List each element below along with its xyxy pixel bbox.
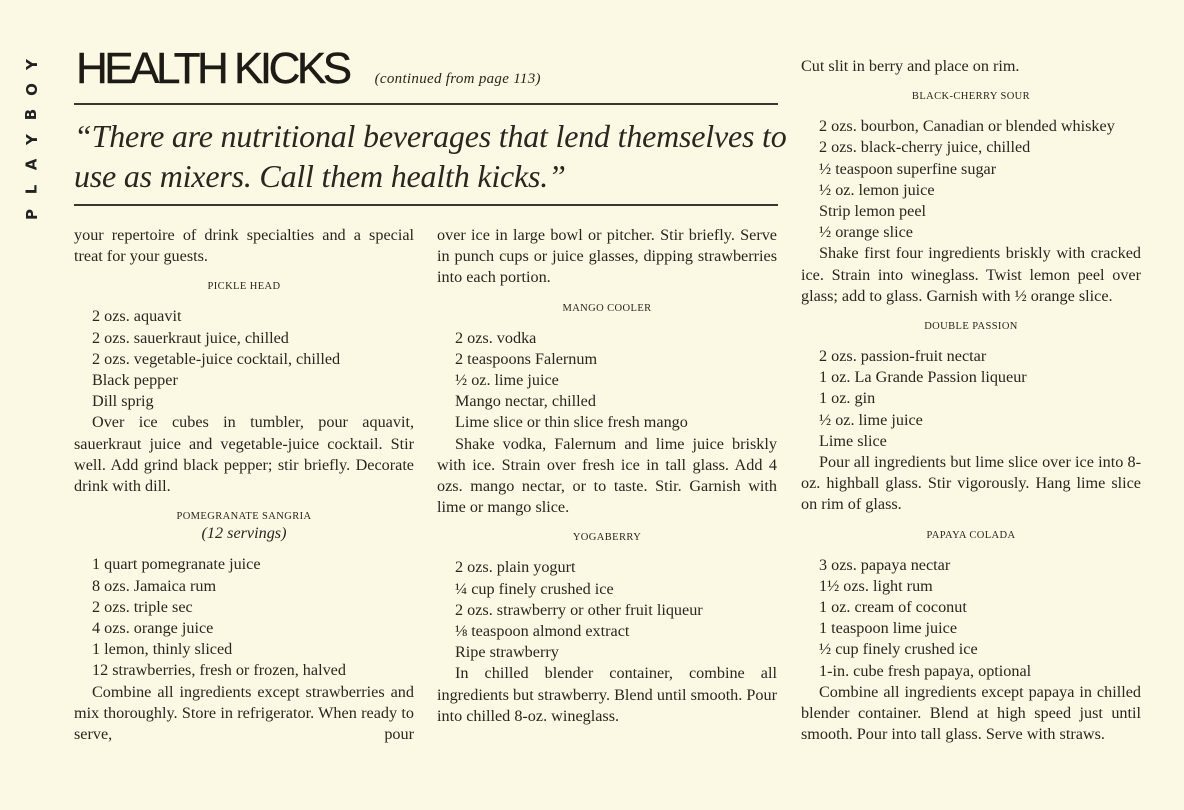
ingredient: Lime slice or thin slice fresh mango <box>455 413 688 432</box>
recipe-directions: Shake first four ingredients briskly with cracked ice. Strain into wineglass. Twist lemon peel over glass; add to glass. Garnish with ½ orange slice. <box>801 244 1141 305</box>
ingredient: 1-in. cube fresh papaya, optional <box>819 661 1032 680</box>
header-rule <box>74 103 778 105</box>
ingredient: 2 ozs. sauerkraut juice, chilled <box>92 328 289 347</box>
ingredient: 2 teaspoons Falernum <box>455 349 598 368</box>
ingredient: 1½ ozs. light rum <box>819 576 933 595</box>
recipe-title: POMEGRANATE SANGRIA <box>176 511 312 523</box>
ingredient: 2 ozs. bourbon, Canadian or blended whiskey <box>819 117 1115 136</box>
ingredient: 2 ozs. aquavit <box>92 307 182 326</box>
ingredient: 12 strawberries, fresh or frozen, halved <box>92 661 346 680</box>
ingredient: 2 ozs. strawberry or other fruit liqueur <box>455 600 703 619</box>
ingredient: Ripe strawberry <box>455 643 559 662</box>
ingredient: Black pepper <box>92 371 178 390</box>
ingredient: 2 ozs. plain yogurt <box>455 558 576 577</box>
recipe-title: YOGABERRY <box>572 532 642 544</box>
intro-text: your repertoire of drink specialties and a special treat for your guests. <box>74 226 414 266</box>
ingredient: 8 ozs. Jamaica rum <box>92 576 217 595</box>
ingredient: ½ orange slice <box>819 223 913 242</box>
recipe-title: MANGO COOLER <box>562 302 652 314</box>
pull-quote: “There are nutritional beverages that lend themselves to use as mixers. Call them health kicks.” <box>74 118 787 194</box>
recipe-directions: Shake vodka, Falernum and lime juice briskly with ice. Strain over fresh ice in tall glass. Add 4 ozs. mango nectar, or to taste. Stir. Garnish with lime or mango slice. <box>437 434 777 517</box>
ingredient: ½ oz. lime juice <box>819 410 923 429</box>
ingredient: 2 ozs. black-cherry juice, chilled <box>819 138 1031 157</box>
ingredient: 2 ozs. vegetable-juice cocktail, chilled <box>92 349 341 368</box>
pullquote-rule <box>74 204 778 206</box>
recipe-directions: In chilled blender container, combine all ingredients but strawberry. Blend until smooth. Pour into chilled 8-oz. wineglass. <box>437 664 777 725</box>
recipe-title: DOUBLE PASSION <box>924 321 1018 333</box>
sidebar-letter: B <box>22 108 41 121</box>
ingredient: ½ oz. lime juice <box>455 371 559 390</box>
ingredient: 1 lemon, thinly sliced <box>92 640 233 659</box>
ingredient: 2 ozs. triple sec <box>92 597 193 616</box>
ingredient: 3 ozs. papaya nectar <box>819 555 951 574</box>
sidebar-letter: L <box>22 184 41 195</box>
article-header <box>76 44 541 94</box>
sidebar-letter: O <box>22 83 41 96</box>
recipe-directions: Combine all ingredients except papaya in chilled blender container. Blend at high speed just until smooth. Pour into tall glass. Serve with straws. <box>801 682 1141 744</box>
magazine-sidebar <box>24 52 40 227</box>
ingredient: Strip lemon peel <box>819 202 926 221</box>
column-1 <box>74 225 414 745</box>
column-2 <box>437 225 777 727</box>
ingredient: ½ cup finely crushed ice <box>819 640 978 659</box>
ingredient: 1 oz. gin <box>819 389 876 408</box>
ingredient: ½ oz. lemon juice <box>819 180 935 199</box>
ingredient: ½ teaspoon superfine sugar <box>819 159 997 178</box>
sidebar-letter: P <box>22 209 41 220</box>
sidebar-letter: Y <box>22 59 41 70</box>
sidebar-letter: Y <box>22 134 41 145</box>
ingredient: ⅛ teaspoon almond extract <box>455 622 630 641</box>
recipe-directions: Combine all ingredients except strawberries and mix thoroughly. Store in refrigerator. When ready to serve, pour <box>74 682 414 744</box>
continuation-text: Cut slit in berry and place on rim. <box>801 57 1020 75</box>
ingredient: ¼ cup finely crushed ice <box>455 579 614 598</box>
recipe-directions: Pour all ingredients but lime slice over ice into 8-oz. highball glass. Stir vigorously. Hang lime slice on rim of glass. <box>801 453 1141 514</box>
servings-note: (12 servings) <box>201 524 287 543</box>
ingredient: 4 ozs. orange juice <box>92 619 214 638</box>
ingredient: 1 oz. La Grande Passion liqueur <box>819 368 1027 387</box>
ingredient: Dill sprig <box>92 392 154 411</box>
continued-note: (continued from page 113) <box>374 71 541 87</box>
sidebar-letter: A <box>22 158 41 171</box>
ingredient: 1 oz. cream of coconut <box>819 598 967 617</box>
article-title: HEALTH KICKS <box>76 44 349 93</box>
recipe-title: PAPAYA COLADA <box>926 529 1016 541</box>
ingredient: 2 ozs. vodka <box>455 328 537 347</box>
ingredient: 1 quart pomegranate juice <box>92 555 261 574</box>
ingredient: Mango nectar, chilled <box>455 392 596 411</box>
recipe-directions: Over ice cubes in tumbler, pour aquavit, sauerkraut juice and vegetable-juice cocktail. Stir well. Add grind black pepper; stir briefly. Decorate drink with dill. <box>74 413 414 496</box>
recipe-title: BLACK-CHERRY SOUR <box>911 91 1031 103</box>
column-3 <box>801 56 1141 745</box>
ingredient: Lime slice <box>819 431 887 450</box>
recipe-title: PICKLE HEAD <box>207 281 281 293</box>
ingredient: 2 ozs. passion-fruit nectar <box>819 347 987 366</box>
continuation-text: over ice in large bowl or pitcher. Stir briefly. Serve in punch cups or juice glasses, dipping strawberries into each portion. <box>437 226 777 287</box>
ingredient: 1 teaspoon lime juice <box>819 619 958 638</box>
